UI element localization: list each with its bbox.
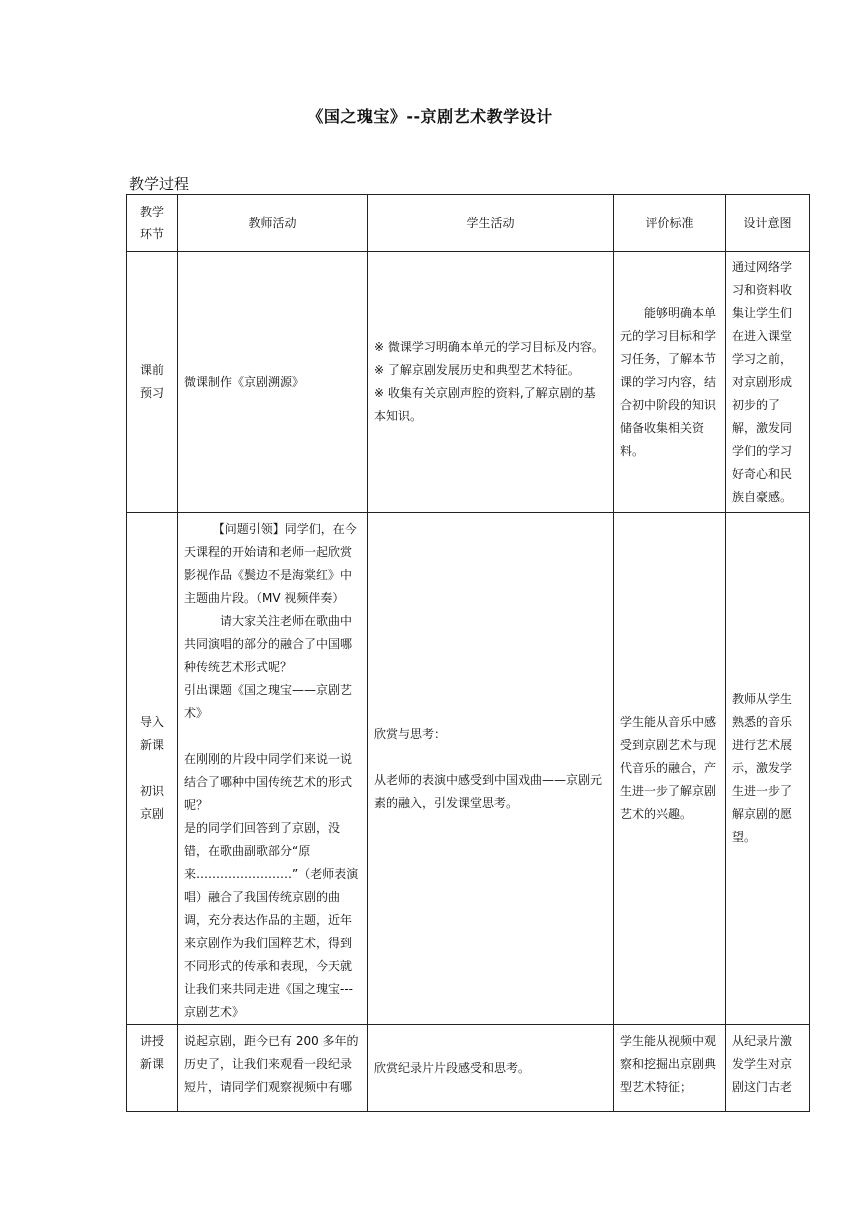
teacher-paragraph: 【问题引领】同学们，在今天课程的开始请和老师一起欣赏影视作品《鬓边不是海棠红》中主题曲片段。（MV 视频伴奏） — [184, 522, 357, 605]
student-item: 欣赏与思考： — [374, 726, 447, 741]
section-title: 教学过程 — [129, 175, 190, 193]
intent-cell: 通过网络学习和资料收集让学生们在进入课堂学习之前，对京剧形成初步的了解，激发同学们的学习好奇心和民族自豪感。 — [726, 252, 810, 513]
evaluation-cell: 学生能从音乐中感受到京剧艺术与现代音乐的融合，产生进一步了解京剧艺术的兴趣。 — [614, 513, 726, 1025]
teacher-paragraph: 是的同学们回答到了京剧，没错，在歌曲副歌部分“原来……………………”（老师表演唱）融合了我国传统京剧的曲调，充分表达作品的主题，近年来京剧作为我们国粹艺术，得到不同形式的传承和表现，今天就让我们来共同走进《国之瑰宝---京剧艺术》 — [184, 821, 359, 1019]
header-stage: 教学环节 — [127, 195, 178, 252]
header-teacher: 教师活动 — [178, 195, 368, 252]
evaluation-cell: 学生能从视频中观察和挖掘出京剧典型艺术特征； — [614, 1025, 726, 1112]
intent-cell: 从纪录片激发学生对京剧这门古老 — [726, 1025, 810, 1112]
stage-cell: 课前预习 — [127, 252, 178, 513]
teacher-cell: 说起京剧，距今已有 200 多年的历史了，让我们来观看一段纪录短片，请同学们观察视频中有哪 — [178, 1025, 368, 1112]
student-item: ※ 了解京剧发展历史和典型艺术特征。 — [374, 363, 580, 377]
document-title: 《国之瑰宝》--京剧艺术教学设计 — [307, 107, 553, 126]
header-student: 学生活动 — [368, 195, 614, 252]
teacher-cell: 微课制作《京剧溯源》 — [178, 252, 368, 513]
table-row — [127, 1025, 810, 1112]
teacher-cell — [178, 513, 368, 1025]
student-cell — [368, 513, 614, 1025]
header-evaluation: 评价标准 — [614, 195, 726, 252]
stage-line: 导入新课 — [139, 715, 164, 752]
lesson-table — [126, 194, 810, 1112]
table-row — [127, 252, 810, 513]
student-cell: 欣赏纪录片片段感受和思考。 — [368, 1025, 614, 1112]
evaluation-cell: 能够明确本单元的学习目标和学习任务，了解本节课的学习内容，结合初中阶段的知识储备收集相关资料。 — [614, 252, 726, 513]
student-item: ※ 微课学习明确本单元的学习目标及内容。 — [374, 340, 604, 354]
header-intent: 设计意图 — [726, 195, 810, 252]
stage-cell: 讲授新课 — [127, 1025, 178, 1112]
student-item: 从老师的表演中感受到中国戏曲——京剧元素的融入，引发课堂思考。 — [374, 772, 603, 810]
table-row — [127, 513, 810, 1025]
student-cell — [368, 252, 614, 513]
stage-cell — [127, 513, 178, 1025]
intent-cell: 教师从学生熟悉的音乐进行艺术展示，激发学生进一步了解京剧的愿望。 — [726, 513, 810, 1025]
student-item: ※ 收集有关京剧声腔的资料,了解京剧的基本知识。 — [374, 386, 596, 423]
stage-line: 初识京剧 — [139, 784, 164, 821]
teacher-paragraph: 引出课题《国之瑰宝——京剧艺术》 — [184, 683, 353, 720]
teacher-paragraph: 在刚刚的片段中同学们来说一说结合了哪种中国传统艺术的形式呢？ — [184, 752, 353, 812]
teacher-paragraph: 请大家关注老师在歌曲中共同演唱的部分的融合了中国哪种传统艺术形式呢？ — [184, 614, 353, 674]
table-header-row — [127, 195, 810, 252]
